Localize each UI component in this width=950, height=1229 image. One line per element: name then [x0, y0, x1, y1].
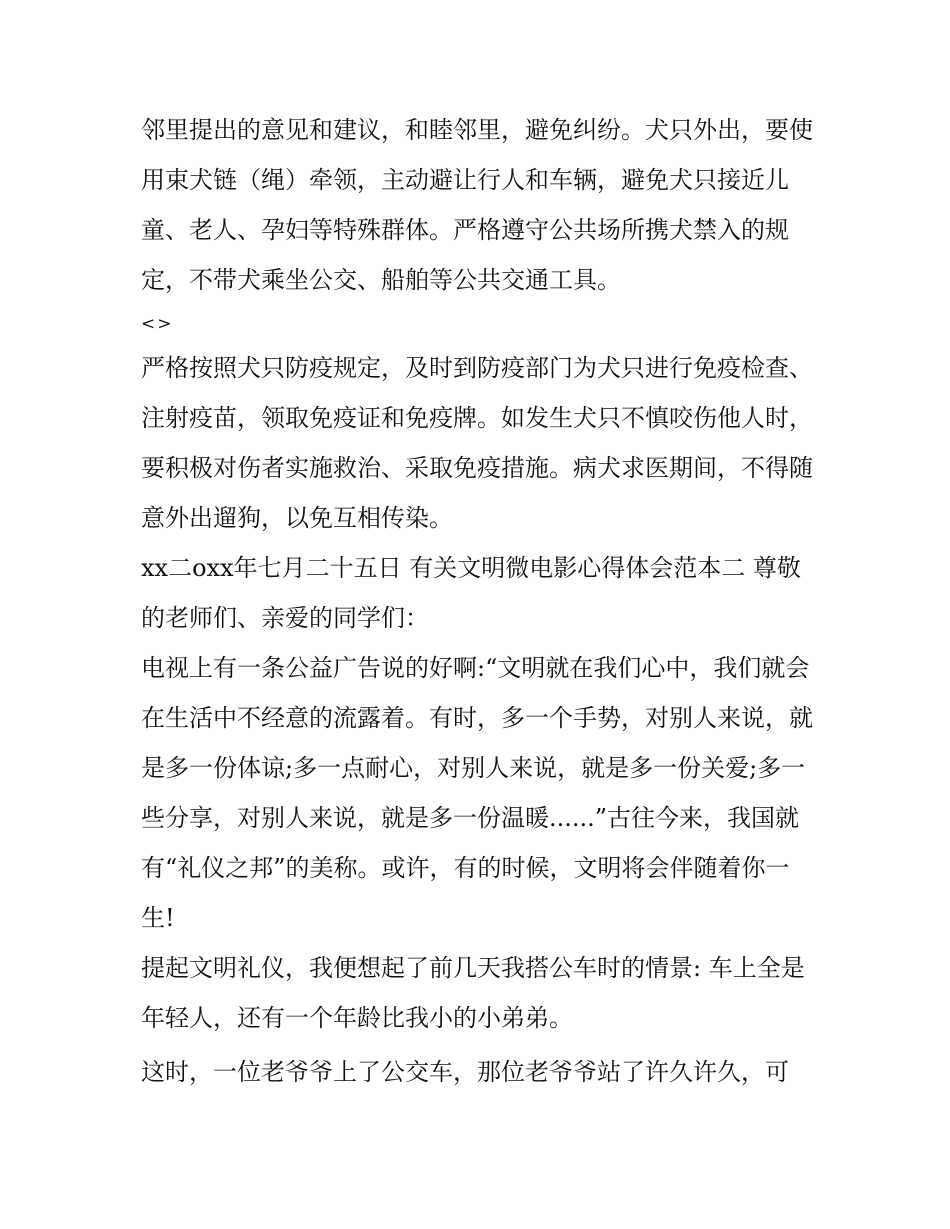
section-marker: <>: [141, 314, 174, 334]
document-page: [141, 105, 816, 1097]
paragraph-old-man: 这时，一位老爷爷上了公交车，那位老爷爷站了许久许久，可: [141, 1058, 789, 1086]
paragraph-dog-epidemic: 严格按照犬只防疫规定，及时到防疫部门为犬只进行免疫检查、注射疫苗，领取免疫证和免疫牌。如发生犬只不慎咬伤他人时，要积极对伤者实施救治、采取免疫措施。病犬求医期间，不得随意外出遛狗，以免互相传染。: [141, 354, 813, 532]
paragraph-dog-walking: 邻里提出的意见和建议，和睦邻里，避免纠纷。犬只外出，要使用束犬链（绳）牵领，主动避让行人和车辆，避免犬只接近儿童、老人、孕妇等特殊群体。严格遵守公共场所携犬禁入的规定，不带犬乘坐公交、船舶等公共交通工具。: [141, 116, 813, 294]
paragraph-bus-story: 提起文明礼仪，我便想起了前几天我搭公车时的情景: 车上全是年轻人，还有一个年龄比我小的小弟弟。: [141, 954, 805, 1032]
paragraph-public-ad: 电视上有一条公益广告说的好啊:“文明就在我们心中，我们就会在生活中不经意的流露着。有时，多一个手势，对别人来说，就是多一份体谅;多一点耐心，对别人来说，就是多一份关爱;多一些分享，对别人来说，就是多一份温暖......”古往今来，我国就有“礼仪之邦”的美称。或许，有的时候，文明将会伴随着你一生!: [141, 654, 813, 932]
paragraph-date-heading: xx二oxx年七月二十五日 有关文明微电影心得体会范本二 尊敬的老师们、亲爱的同学们：: [141, 554, 801, 632]
